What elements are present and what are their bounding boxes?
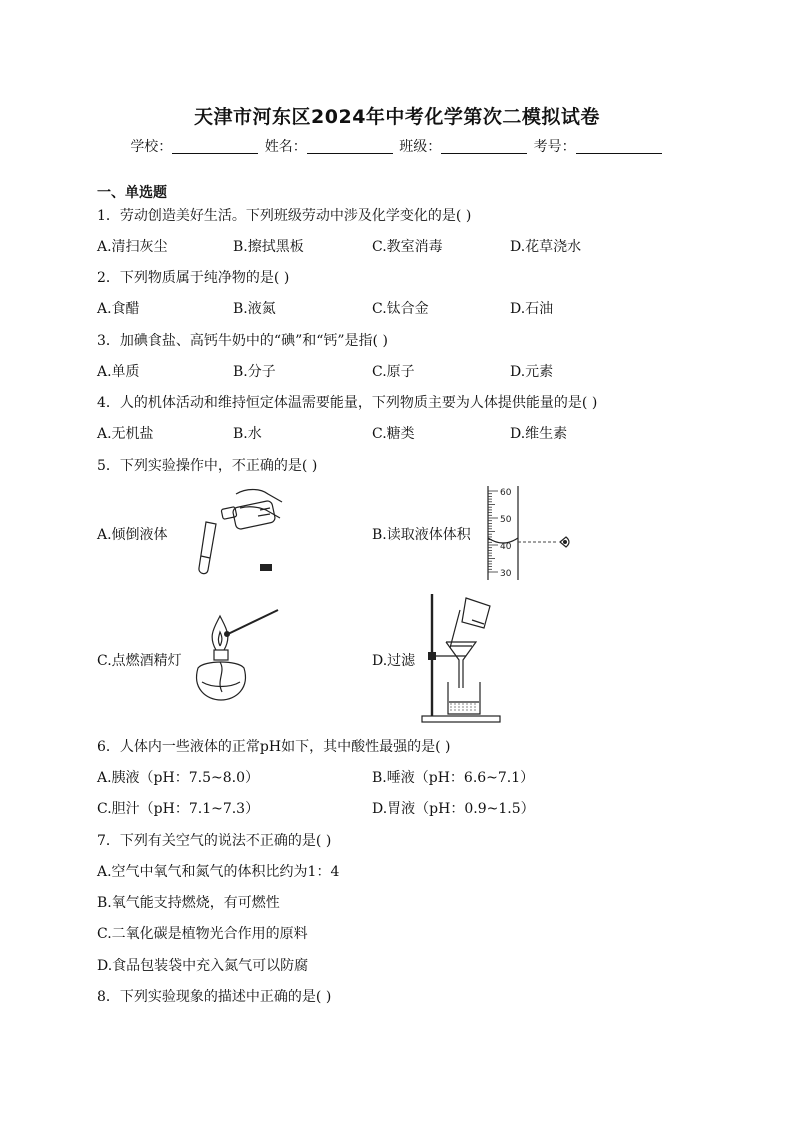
question-1-stem: 1．劳动创造美好生活。下列班级劳动中涉及化学变化的是( ) [97, 208, 472, 224]
q1-option-c[interactable]: C.教室消毒 [372, 239, 443, 255]
q7-option-d[interactable]: D.食品包装袋中充入氮气可以防腐 [97, 958, 309, 974]
school-blank[interactable] [172, 139, 258, 154]
q7-option-c[interactable]: C.二氧化碳是植物光合作用的原料 [97, 926, 308, 942]
q6-option-a[interactable]: A.胰液（pH：7.5~8.0） [97, 770, 259, 786]
filtrate-hatch [450, 704, 478, 710]
q2-option-c[interactable]: C.钛合金 [372, 301, 429, 317]
q2-option-b[interactable]: B.液氮 [233, 301, 276, 317]
pouring-beaker [462, 598, 490, 628]
q2-option-a[interactable]: A.食醋 [97, 301, 140, 317]
test-tube [199, 522, 216, 574]
pouring-beaker-liquid [472, 620, 484, 624]
q3-option-d[interactable]: D.元素 [510, 364, 554, 380]
q2-option-d[interactable]: D.石油 [510, 301, 554, 317]
filtration-figure [420, 592, 504, 724]
q4-option-c[interactable]: C.糖类 [372, 426, 415, 442]
class-blank[interactable] [441, 139, 527, 154]
hand-outline [236, 490, 282, 503]
stand-base [422, 716, 500, 722]
match-stick [228, 610, 278, 634]
clamp-knob [428, 652, 436, 660]
bottle-label-lines [258, 508, 270, 516]
q1-option-b[interactable]: B.擦拭黑板 [233, 239, 304, 255]
exam-no-blank[interactable] [576, 139, 662, 154]
cylinder-tick-30: 30 [500, 569, 512, 579]
school-label: 学校： [130, 139, 173, 155]
q3-option-b[interactable]: B.分子 [233, 364, 276, 380]
q7-option-a[interactable]: A.空气中氧气和氮气的体积比约为1：4 [97, 864, 340, 880]
cylinder-tick-40: 40 [500, 542, 512, 552]
graduated-cylinder-figure [474, 482, 576, 582]
name-blank[interactable] [307, 139, 393, 154]
q3-option-a[interactable]: A.单质 [97, 364, 140, 380]
q6-option-d[interactable]: D.胃液（pH：0.9~1.5） [372, 801, 535, 817]
cylinder-tick-marks [488, 491, 498, 572]
student-info-line [0, 136, 794, 156]
q4-option-a[interactable]: A.无机盐 [97, 426, 154, 442]
section-title: 一、单选题 [97, 185, 167, 201]
receiving-beaker [448, 682, 480, 714]
eye-pupil [563, 540, 567, 544]
lamp-wick [220, 662, 222, 692]
pouring-liquid-figure [196, 484, 288, 580]
lamp-wick-holder [214, 650, 228, 660]
exam-no-label: 考号： [533, 139, 576, 155]
q1-option-a[interactable]: A.清扫灰尘 [97, 239, 168, 255]
question-8-stem: 8．下列实验现象的描述中正确的是( ) [97, 989, 332, 1005]
question-3-stem: 3．加碘食盐、高钙牛奶中的“碘”和“钙”是指( ) [97, 333, 388, 349]
lamp-body [197, 662, 246, 700]
q1-option-d[interactable]: D.花草浇水 [510, 239, 582, 255]
funnel-left [446, 642, 459, 688]
cylinder-tick-60: 60 [500, 488, 512, 498]
lamp-alcohol-level [202, 682, 240, 687]
bottle-stopper [260, 564, 272, 571]
question-6-stem: 6．人体内一些液体的正常pH如下，其中酸性最强的是( ) [97, 739, 451, 755]
question-2-stem: 2．下列物质属于纯净物的是( ) [97, 270, 290, 286]
reagent-bottle [232, 500, 276, 530]
q4-option-d[interactable]: D.维生素 [510, 426, 568, 442]
page-title: 天津市河东区2024年中考化学第次二模拟试卷 [194, 106, 600, 128]
match-head [224, 631, 230, 637]
cylinder-tick-50: 50 [500, 515, 512, 525]
q7-option-b[interactable]: B.氧气能支持燃烧，有可燃性 [97, 895, 280, 911]
question-7-stem: 7．下列有关空气的说法不正确的是( ) [97, 833, 332, 849]
alcohol-lamp-figure [186, 606, 286, 708]
q5-option-c[interactable]: C.点燃酒精灯 [97, 653, 182, 669]
q5-option-d[interactable]: D.过滤 [372, 653, 416, 669]
q6-option-c[interactable]: C.胆汁（pH：7.1~7.3） [97, 801, 260, 817]
lamp-inner-flame [218, 632, 221, 646]
q5-option-b[interactable]: B.读取液体体积 [372, 527, 471, 543]
q6-option-b[interactable]: B.唾液（pH：6.6~7.1） [372, 770, 535, 786]
question-5-stem: 5．下列实验操作中，不正确的是( ) [97, 458, 318, 474]
question-4-stem: 4．人的机体活动和维持恒定体温需要能量，下列物质主要为人体提供能量的是( ) [97, 395, 598, 411]
q5-option-a[interactable]: A.倾倒液体 [97, 527, 168, 543]
class-label: 班级： [399, 139, 442, 155]
q4-option-b[interactable]: B.水 [233, 426, 262, 442]
name-label: 姓名： [264, 139, 307, 155]
liquid-level [201, 556, 210, 558]
q3-option-c[interactable]: C.原子 [372, 364, 415, 380]
